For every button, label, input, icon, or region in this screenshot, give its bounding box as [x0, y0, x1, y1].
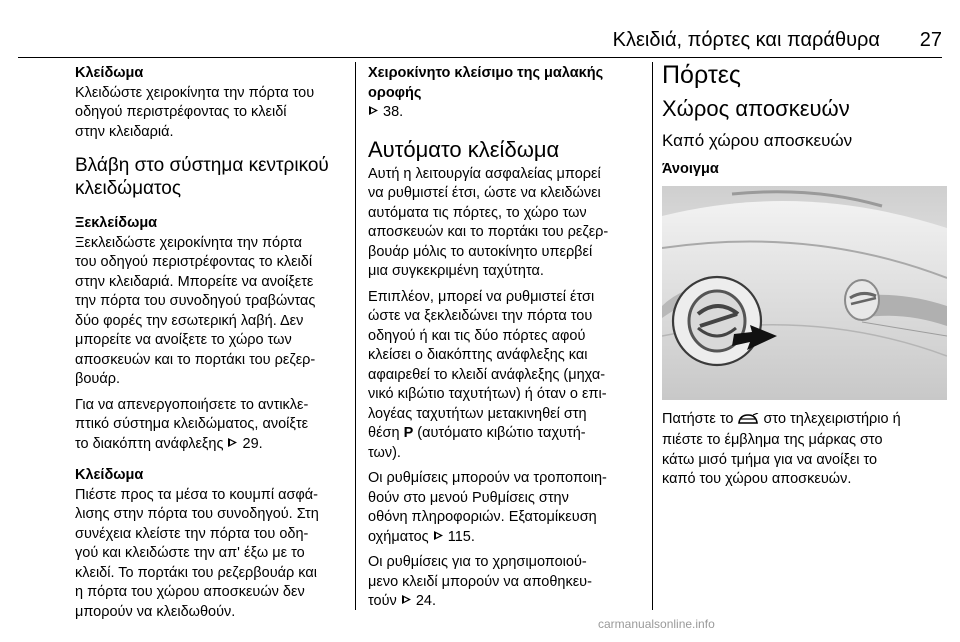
text-line: μενο κλειδί μπορούν να αποθηκευ- [368, 573, 592, 590]
page-ref-arrow-icon[interactable] [227, 435, 238, 455]
text-line: κάτω μισό τμήμα για να ανοίξει το [662, 451, 878, 468]
label-opening: Άνοιγμα [662, 161, 719, 177]
text-line: Πιέστε προς τα μέσα το κουμπί ασφά- [75, 486, 319, 503]
text-line: του οδηγού περιστρέφοντας το κλειδί [75, 254, 313, 270]
text-line: μπορούν να κλειδωθούν. [75, 603, 236, 620]
text-line: κλειδί. Το πορτάκι του ρεζερβουάρ και [75, 564, 317, 581]
text-fragment: το διακόπτη ανάφλεξης [75, 435, 224, 452]
text-line: Επιπλέον, μπορεί να ρυθμιστεί έτσι [368, 288, 595, 305]
page-header-title: Κλειδιά, πόρτες και παράθυρα [612, 29, 880, 51]
text-line: συνέχεια κλείστε την πόρτα του οδη- [75, 525, 309, 542]
text-line: η πόρτα του χώρου αποσκευών δεν [75, 584, 305, 600]
page-ref-link[interactable]: 24. [415, 593, 437, 609]
text-line: πιέστε το έμβλημα της μάρκας στο [662, 432, 883, 448]
text-line: οδηγού ή και τις δύο πόρτες αφού [368, 327, 586, 344]
text-line: ώστε να ξεκλειδώνει την πόρτα του [368, 308, 593, 324]
subheading-soft-top: Χειροκίνητο κλείσιμο της μαλακής [368, 65, 604, 81]
heading-central-locking-fault: κλειδώματος [75, 178, 181, 199]
text-line: Οι ρυθμίσεις μπορούν να τροποποιη- [368, 470, 607, 486]
text-line: λισης στην πόρτα του συνοδηγού. Στη [75, 506, 319, 522]
subheading-soft-top: οροφής [368, 84, 422, 101]
text-line: των). [368, 444, 401, 461]
chapter-title-doors: Πόρτες [662, 61, 741, 89]
text-line: Ξεκλειδώστε χειροκίνητα την πόρτα [75, 234, 303, 251]
text-fragment: στο τηλεχειριστήριο ή [763, 410, 901, 427]
page-ref-link[interactable]: 29. [242, 435, 263, 452]
text-fragment: οχήματος [368, 528, 429, 545]
heading-auto-lock: Αυτόματο κλείδωμα [368, 136, 560, 162]
column-1 [75, 64, 350, 622]
section-heading-lock: Κλείδωμα [75, 65, 144, 81]
section-heading-lock-2: Κλείδωμα [75, 467, 144, 483]
text-line: λογέας ταχυτήτων μετακινηθεί στη [368, 405, 587, 422]
page-ref-link[interactable]: 115. [447, 528, 475, 545]
text-line: στην κλειδαριά. [75, 123, 174, 140]
text-line: Για να απενεργοποιήσετε το αντικλε- [75, 396, 309, 413]
column-divider-right [652, 62, 653, 610]
page-number: 27 [919, 29, 942, 51]
text-fragment: θέση [368, 425, 400, 441]
text-line [368, 103, 648, 123]
heading-luggage-compartment: Χώρος αποσκευών [662, 96, 850, 121]
gear-position-p: P [403, 425, 414, 441]
text-line [75, 435, 350, 455]
text-line: αποσκευών και το πορτάκι του ρεζερ- [75, 351, 316, 368]
text-line: αφαιρεθεί το κλειδί ανάφλεξης (μηχα- [368, 366, 606, 383]
text-line: καπό του χώρου αποσκευών. [662, 471, 852, 487]
remote-tailgate-button-icon [737, 412, 759, 432]
text-line: μπορείτε να ανοίξετε το χώρο των [75, 332, 292, 348]
text-line: κλείσει ο διακόπτης ανάφλεξης και [368, 347, 588, 363]
text-line: την πόρτα του συνοδηγού τραβώντας [75, 293, 316, 309]
page-ref-arrow-icon[interactable] [368, 103, 379, 123]
text-line: στην κλειδαριά. Μπορείτε να ανοίξετε [75, 273, 314, 290]
column-divider-left [355, 62, 356, 610]
text-fragment: Πατήστε το [662, 410, 734, 427]
watermark: carmanualsonline.info [598, 617, 715, 631]
text-fragment: (αυτόματο κιβώτιο ταχυτή- [417, 425, 586, 441]
text-line: Κλειδώστε χειροκίνητα την πόρτα του [75, 84, 315, 101]
text-line: νικό κιβώτιο ταχυτήτων) ή όταν ο επι- [368, 386, 607, 402]
section-heading-unlock: Ξεκλείδωμα [75, 215, 158, 231]
text-line: γού και κλειδώστε την απ' έξω με το [75, 545, 305, 561]
text-line: βουάρ. [75, 371, 120, 387]
text-line [368, 592, 648, 612]
text-line: μια συγκεκριμένη ταχύτητα. [368, 263, 544, 279]
page-ref-arrow-icon[interactable] [433, 528, 444, 548]
text-line [368, 424, 648, 444]
text-line: βουάρ μόλις το αυτοκίνητο υπερβεί [368, 243, 593, 260]
text-line: πτικό σύστημα κλειδώματος, ανοίξτε [75, 416, 309, 432]
text-line: Αυτή η λειτουργία ασφαλείας μπορεί [368, 165, 601, 182]
header-divider [18, 57, 942, 58]
column-2 [368, 64, 648, 612]
text-line: οθόνη πληροφοριών. Εξατομίκευση [368, 509, 597, 525]
page-ref-arrow-icon[interactable] [401, 592, 412, 612]
subheading-tailgate: Καπό χώρου αποσκευών [662, 131, 853, 150]
page-ref-link[interactable]: 38. [383, 104, 404, 120]
text-line: οδηγού περιστρέφοντας το κλειδί [75, 104, 287, 120]
text-line: αποσκευών και το πορτάκι του ρεζερ- [368, 224, 609, 240]
text-line: αυτόματα τις πόρτες, το χώρο των [368, 204, 587, 221]
text-line [368, 528, 648, 548]
tailgate-illustration [662, 186, 947, 400]
column-3 [662, 60, 947, 490]
text-line: Οι ρυθμίσεις για το χρησιμοποιού- [368, 554, 587, 570]
text-line: να ρυθμιστεί έτσι, ώστε να κλειδώνει [368, 185, 601, 201]
text-line [662, 410, 947, 432]
heading-central-locking-fault: Βλάβη στο σύστημα κεντρικού [75, 155, 329, 176]
text-line: θούν στο μενού Ρυθμίσεις στην [368, 489, 569, 506]
text-line: δύο φορές την εσωτερική λαβή. Δεν [75, 312, 304, 329]
text-fragment: τούν [368, 593, 397, 609]
